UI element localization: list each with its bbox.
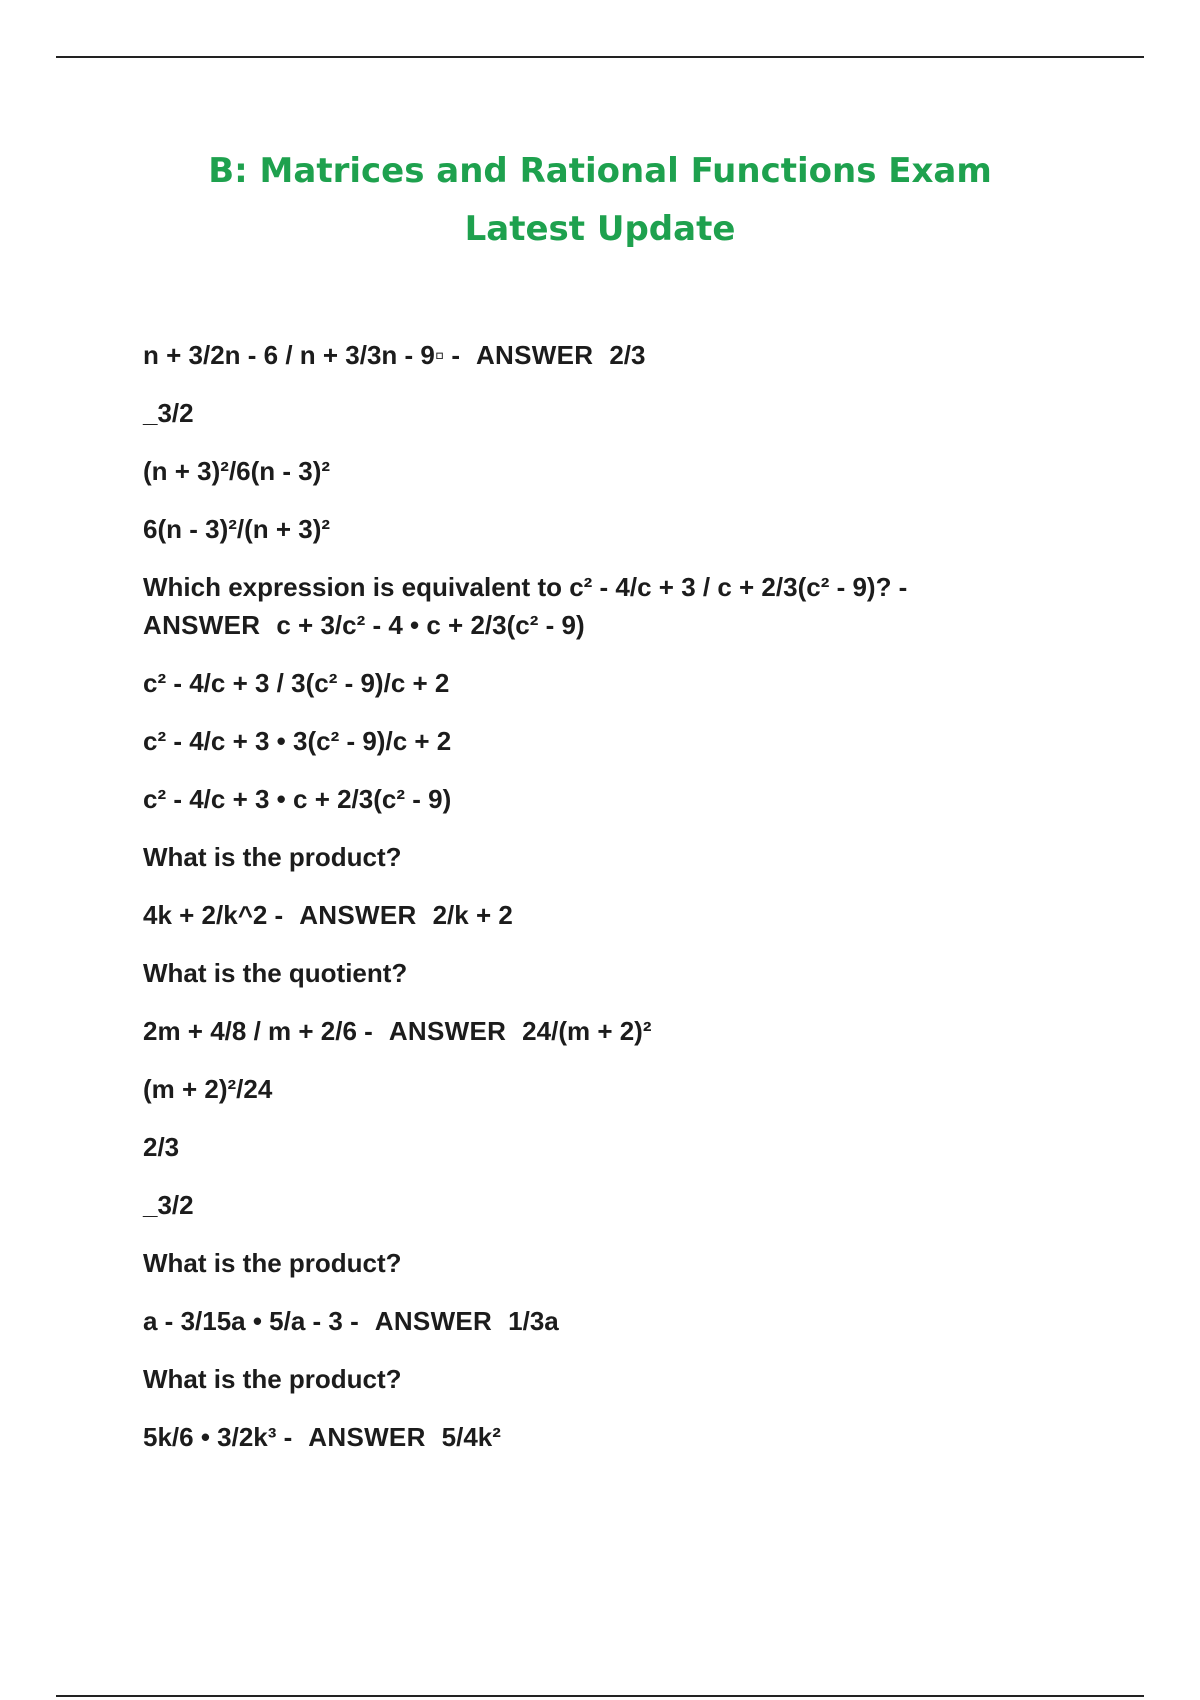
answer-text: 5/4k² bbox=[441, 1422, 501, 1452]
answer-label: ANSWER bbox=[388, 1016, 507, 1046]
prompt-line bbox=[143, 954, 1143, 1012]
qa-list bbox=[143, 336, 1143, 1476]
prompt-line bbox=[143, 838, 1143, 896]
option-line bbox=[143, 452, 1143, 510]
option-line bbox=[143, 394, 1143, 452]
answer-text: 24/(m + 2)² bbox=[522, 1016, 652, 1046]
answer-text: c + 3/c² - 4 • c + 2/3(c² - 9) bbox=[276, 610, 585, 640]
question-text: 4k + 2/k^2 - bbox=[143, 900, 284, 930]
question-line bbox=[143, 568, 1143, 664]
option-line bbox=[143, 1070, 1143, 1128]
answer-text: 2/k + 2 bbox=[432, 900, 513, 930]
answer-label: ANSWER bbox=[299, 900, 417, 930]
answer-label: ANSWER bbox=[374, 1306, 493, 1336]
option-line bbox=[143, 1128, 1143, 1186]
question-text: a - 3/15a • 5/a - 3 - bbox=[143, 1306, 359, 1336]
prompt-line bbox=[143, 1244, 1143, 1302]
footer-rule bbox=[56, 1695, 1144, 1697]
answer-text: 2/3 bbox=[609, 340, 646, 370]
option-line bbox=[143, 722, 1143, 780]
option-line bbox=[143, 664, 1143, 722]
document-title bbox=[0, 142, 1200, 258]
option-line bbox=[143, 1186, 1143, 1244]
question-text: n + 3/2n - 6 / n + 3/3n - 9▫ - bbox=[143, 340, 460, 370]
question-text: Which expression is equivalent to c² - 4/c + 3 / c + 2/3(c² - 9)? - bbox=[143, 572, 908, 602]
option-text: c² - 4/c + 3 / 3(c² - 9)/c + 2 bbox=[143, 668, 450, 698]
prompt-text: What is the product? bbox=[143, 1364, 402, 1394]
option-text: _3/2 bbox=[143, 1190, 194, 1220]
question-line bbox=[143, 1418, 1143, 1476]
prompt-line bbox=[143, 1360, 1143, 1418]
prompt-text: What is the product? bbox=[143, 842, 402, 872]
answer-text: 1/3a bbox=[508, 1306, 559, 1336]
question-text: 2m + 4/8 / m + 2/6 - bbox=[143, 1016, 373, 1046]
option-text: (n + 3)²/6(n - 3)² bbox=[143, 456, 331, 486]
answer-label: ANSWER bbox=[475, 340, 594, 370]
header-rule bbox=[56, 56, 1144, 58]
prompt-text: What is the product? bbox=[143, 1248, 402, 1278]
option-text: 6(n - 3)²/(n + 3)² bbox=[143, 514, 331, 544]
answer-label: ANSWER bbox=[143, 610, 261, 640]
option-text: (m + 2)²/24 bbox=[143, 1074, 273, 1104]
title-line-1: B: Matrices and Rational Functions Exam bbox=[208, 151, 992, 191]
option-text: 2/3 bbox=[143, 1132, 180, 1162]
question-line bbox=[143, 1302, 1143, 1360]
title-line-2: Latest Update bbox=[464, 209, 736, 249]
question-line bbox=[143, 1012, 1143, 1070]
answer-label: ANSWER bbox=[308, 1422, 426, 1452]
option-text: _3/2 bbox=[143, 398, 194, 428]
question-line bbox=[143, 336, 1143, 394]
option-text: c² - 4/c + 3 • c + 2/3(c² - 9) bbox=[143, 784, 452, 814]
prompt-text: What is the quotient? bbox=[143, 958, 408, 988]
question-line bbox=[143, 896, 1143, 954]
question-text: 5k/6 • 3/2k³ - bbox=[143, 1422, 293, 1452]
option-line bbox=[143, 780, 1143, 838]
option-line bbox=[143, 510, 1143, 568]
option-text: c² - 4/c + 3 • 3(c² - 9)/c + 2 bbox=[143, 726, 452, 756]
